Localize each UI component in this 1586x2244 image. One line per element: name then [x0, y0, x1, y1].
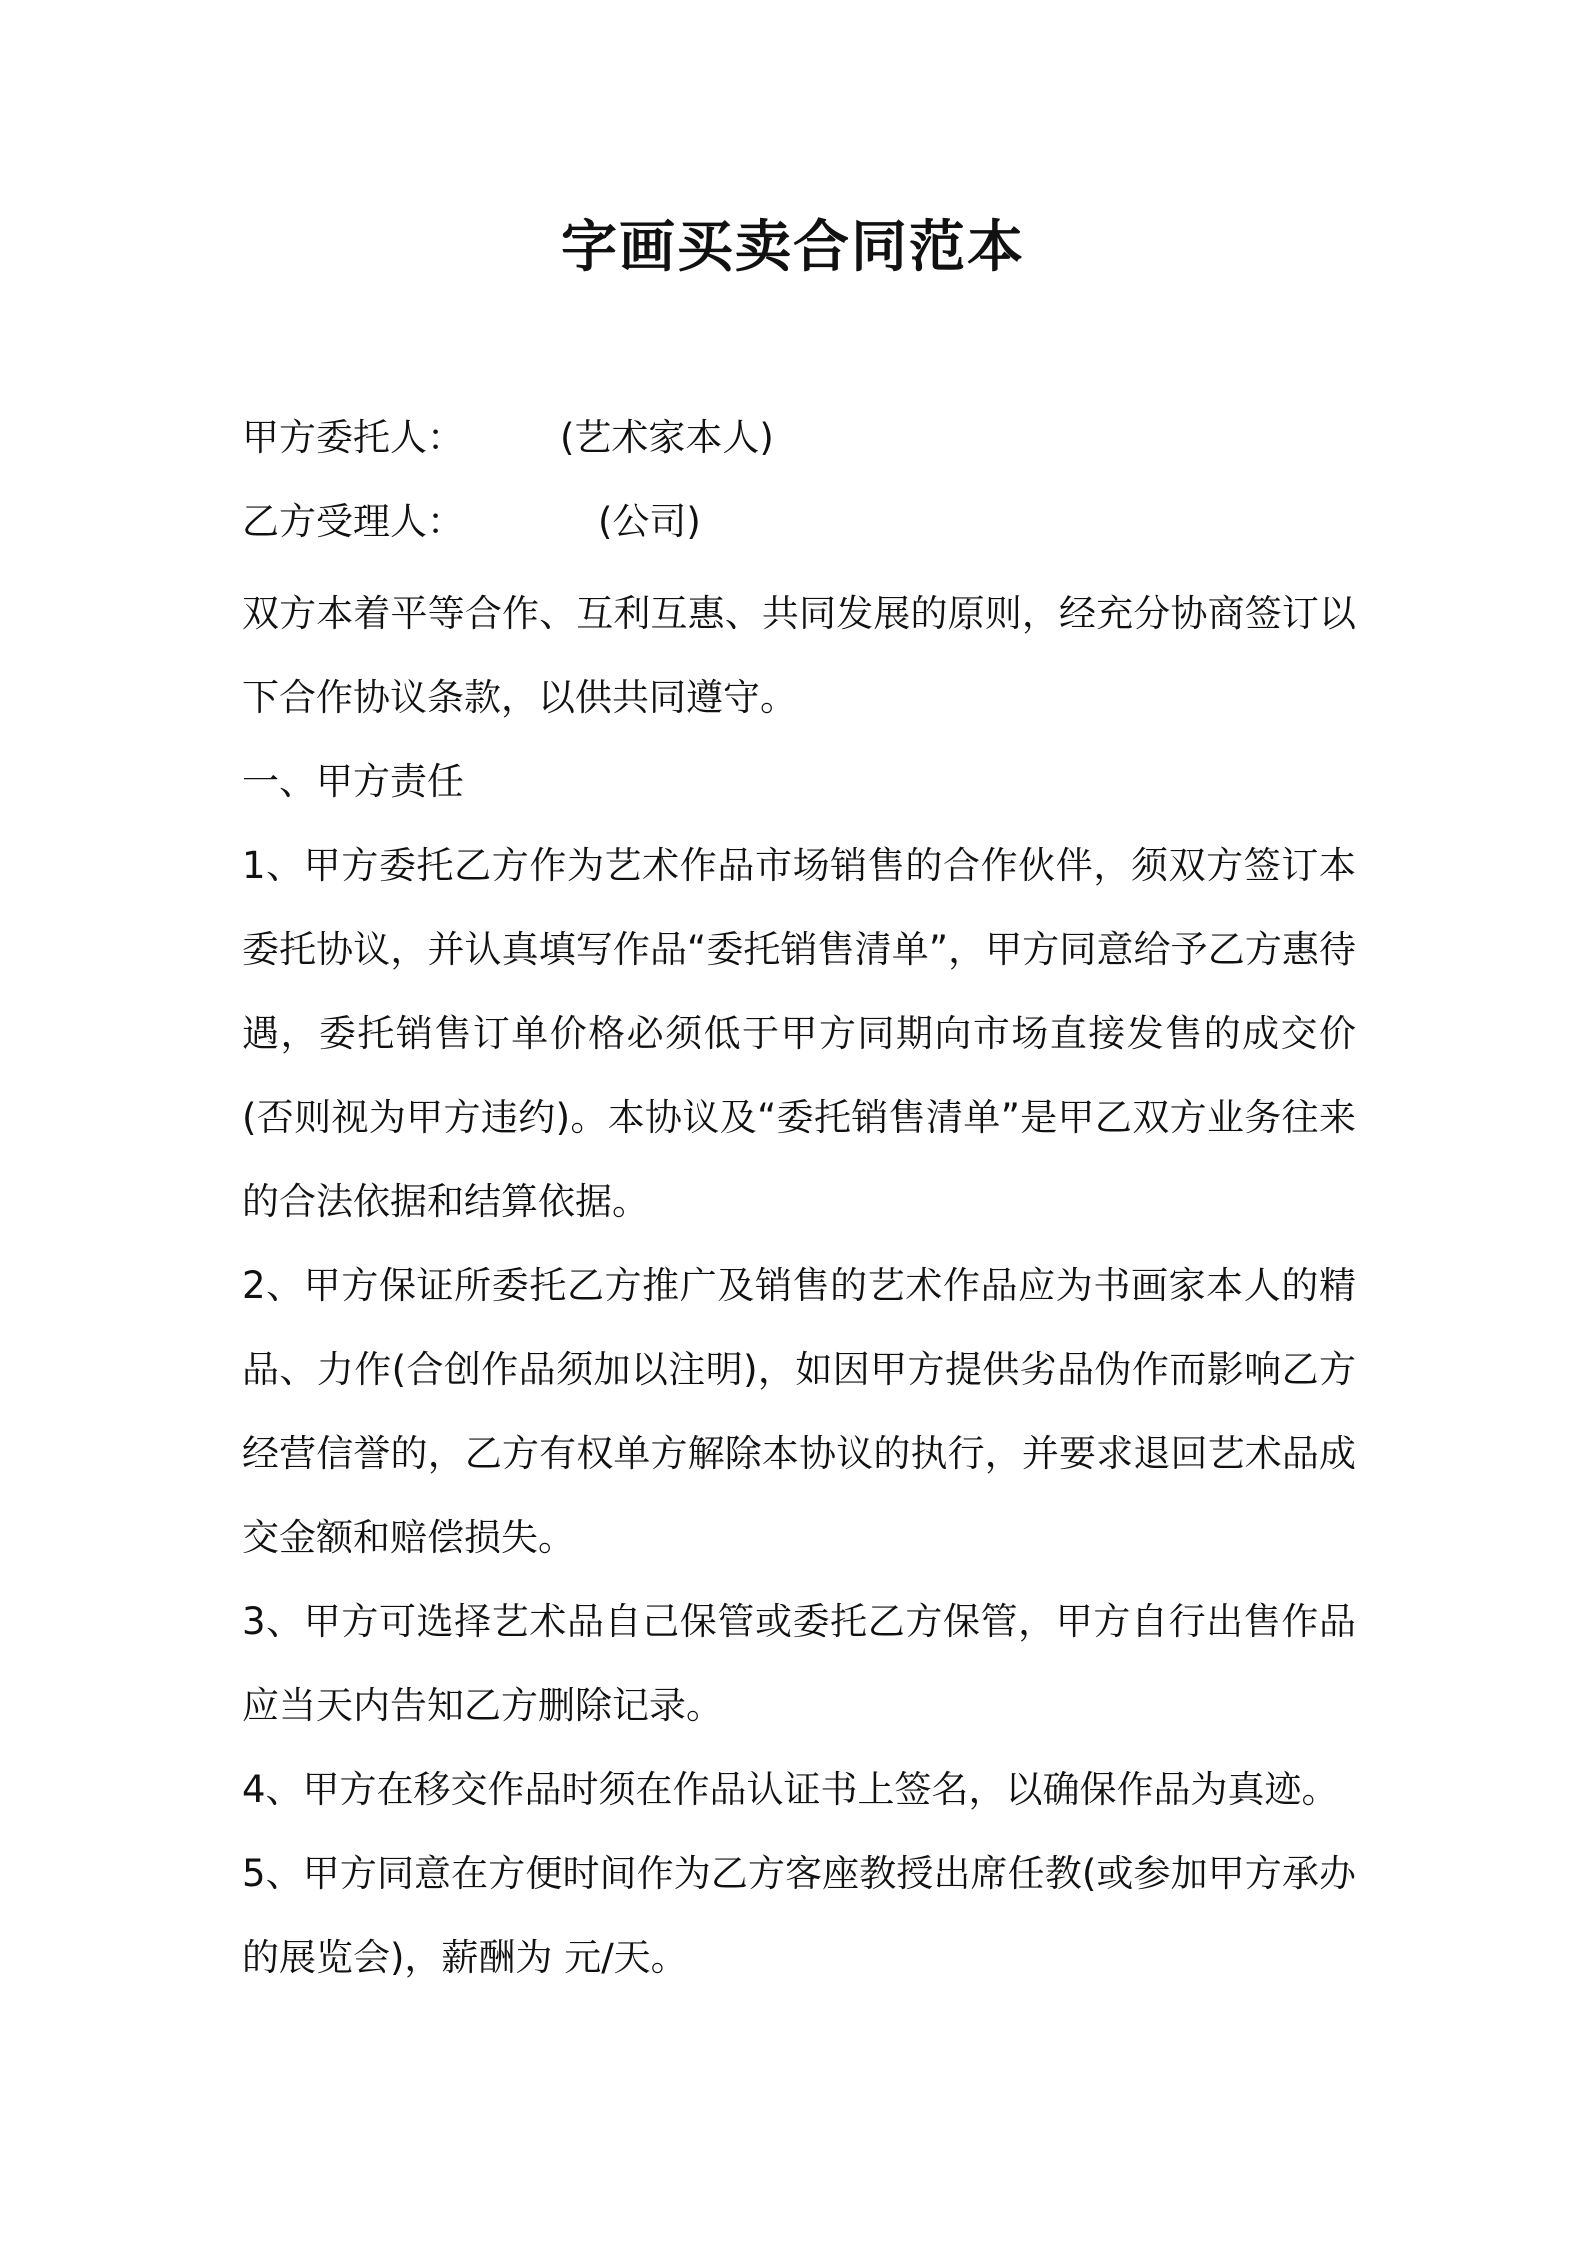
clause-paragraph: 5、甲方同意在方便时间作为乙方客座教授出席任教(或参加甲方承办的展览会)，薪酬为 元/天。	[242, 1852, 1356, 1979]
clause-paragraph: 4、甲方在移交作品时须在作品认证书上签名，以确保作品为真迹。	[242, 1768, 1339, 1811]
clause-paragraph: 3、甲方可选择艺术品自己保管或委托乙方保管，甲方自行出售作品应当天内告知乙方删除记录。	[242, 1600, 1356, 1727]
party-a-label: 甲方委托人：	[242, 416, 464, 459]
document-title: 字画买卖合同范本	[561, 215, 1025, 280]
clause-paragraph: 1、甲方委托乙方作为艺术作品市场销售的合作伙伴，须双方签订本委托协议，并认真填写作品“委托销售清单”，甲方同意给予乙方惠待遇，委托销售订单价格必须低于甲方同期向市场直接发售的成交价(否则视为甲方违约)。本协议及“委托销售清单”是甲乙双方业务往来的合法依据和结算依据。	[242, 844, 1356, 1223]
clause-paragraph: 2、甲方保证所委托乙方推广及销售的艺术作品应为书画家本人的精品、力作(合创作品须加以注明)，如因甲方提供劣品伪作而影响乙方经营信誉的，乙方有权单方解除本协议的执行，并要求退回艺术品成交金额和赔偿损失。	[242, 1264, 1356, 1559]
party-b-label: 乙方受理人：	[242, 500, 464, 543]
party-a-line	[242, 410, 774, 466]
contract-body	[242, 572, 1356, 2000]
section-heading: 一、甲方责任	[242, 760, 464, 803]
party-a-note: (艺术家本人)	[560, 416, 774, 459]
party-b-line	[242, 494, 701, 550]
preamble-paragraph: 双方本着平等合作、互利互惠、共同发展的原则，经充分协商签订以下合作协议条款，以供共同遵守。	[242, 592, 1356, 719]
party-b-note: (公司)	[598, 500, 701, 543]
